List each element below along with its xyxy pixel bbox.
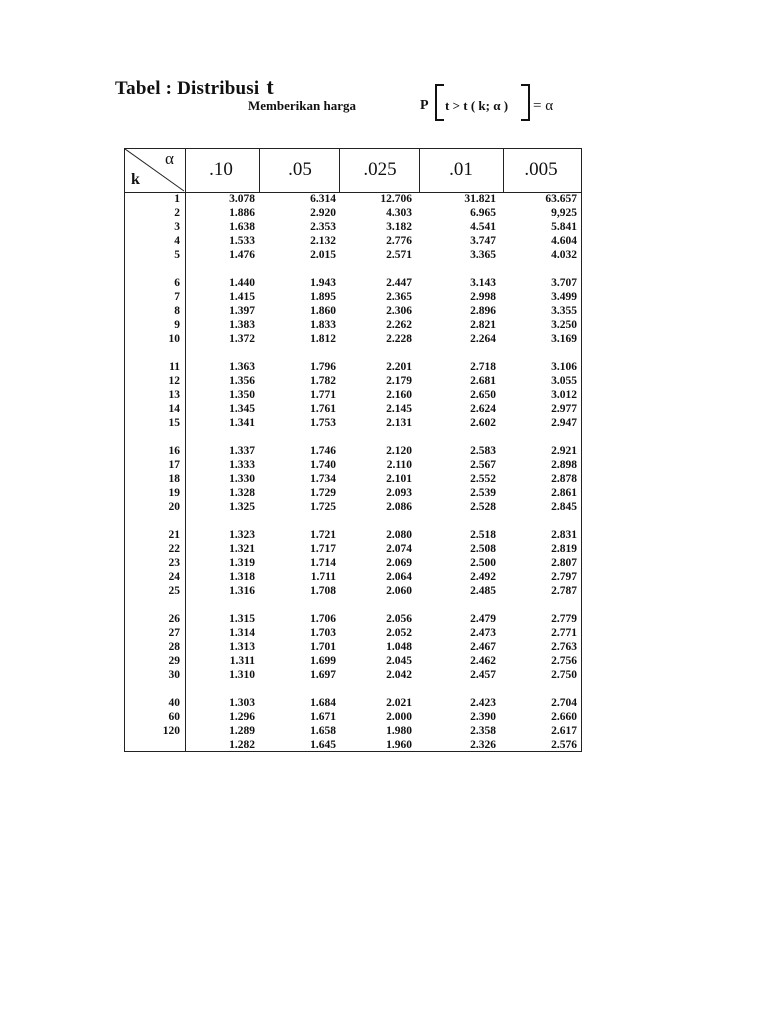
table-cell: 2.576: [551, 739, 577, 751]
table-cell: 1.311: [229, 655, 255, 667]
title-symbol: t: [266, 74, 274, 99]
table-cell: 1.440: [229, 277, 255, 289]
table-cell: 1.943: [310, 277, 336, 289]
table-cell: 1.319: [229, 557, 255, 569]
table-cell: 1.960: [386, 739, 412, 751]
table-cell: 3.747: [470, 235, 496, 247]
row-k-label: 3: [174, 221, 180, 233]
table-cell: 3.055: [551, 375, 577, 387]
table-cell: 1.289: [229, 725, 255, 737]
table-cell: 2.069: [386, 557, 412, 569]
table-cell: 1.699: [310, 655, 336, 667]
table-cell: 2.896: [470, 305, 496, 317]
row-k-label: 21: [168, 529, 180, 541]
table-cell: 2.056: [386, 613, 412, 625]
table-cell: 2.756: [551, 655, 577, 667]
table-cell: 2.650: [470, 389, 496, 401]
table-cell: 1.048: [386, 641, 412, 653]
row-k-label: 1: [174, 193, 180, 205]
table-cell: 4.303: [386, 207, 412, 219]
table-cell: 1.318: [229, 571, 255, 583]
table-cell: 2.353: [310, 221, 336, 233]
table-cell: 2.704: [551, 697, 577, 709]
row-k-label: 16: [168, 445, 180, 457]
table-cell: 31.821: [464, 193, 496, 205]
table-cell: 4.032: [551, 249, 577, 261]
row-k-label: 40: [168, 697, 180, 709]
table-cell: 1.645: [310, 739, 336, 751]
table-cell: 3.143: [470, 277, 496, 289]
table-cell: 2.485: [470, 585, 496, 597]
table-cell: 2.015: [310, 249, 336, 261]
table-cell: 2.262: [386, 319, 412, 331]
table-cell: 2.201: [386, 361, 412, 373]
table-cell: 1.782: [310, 375, 336, 387]
table-cell: 1.330: [229, 473, 255, 485]
table-cell: 2.060: [386, 585, 412, 597]
alpha-header: α: [165, 149, 174, 168]
table-cell: 1.886: [229, 207, 255, 219]
table-cell: 2.845: [551, 501, 577, 513]
table-cell: 2.977: [551, 403, 577, 415]
table-cell: 2.358: [470, 725, 496, 737]
table-cell: 3.499: [551, 291, 577, 303]
formula-inner: t > t ( k; α ): [445, 98, 509, 113]
row-k-label: 23: [168, 557, 180, 569]
table-cell: 1.895: [310, 291, 336, 303]
row-k-label: 15: [168, 417, 180, 429]
table-cell: 1.323: [229, 529, 255, 541]
table-cell: 2.473: [470, 627, 496, 639]
table-cell: 1.310: [229, 669, 255, 681]
table-cell: 2.776: [386, 235, 412, 247]
table-cell: 2.898: [551, 459, 577, 471]
table-cell: 2.132: [310, 235, 336, 247]
table-cell: 2.074: [386, 543, 412, 555]
table-cell: 1.372: [229, 333, 255, 345]
table-cell: 6.314: [310, 193, 336, 205]
table-cell: 2.064: [386, 571, 412, 583]
table-cell: 2.086: [386, 501, 412, 513]
table-cell: 2.807: [551, 557, 577, 569]
table-cell: 2.306: [386, 305, 412, 317]
table-cell: 2.528: [470, 501, 496, 513]
table-cell: 2.602: [470, 417, 496, 429]
table-cell: 2.390: [470, 711, 496, 723]
table-cell: 1.761: [310, 403, 336, 415]
table-cell: 1.701: [310, 641, 336, 653]
table-cell: 1.415: [229, 291, 255, 303]
table-cell: 2.921: [551, 445, 577, 457]
table-cell: 1.771: [310, 389, 336, 401]
table-cell: 1.717: [310, 543, 336, 555]
k-header: k: [131, 171, 140, 188]
table-cell: 2.920: [310, 207, 336, 219]
row-k-label: 19: [168, 487, 180, 499]
row-k-label: 22: [168, 543, 180, 555]
table-cell: 2.467: [470, 641, 496, 653]
row-k-label: 30: [168, 669, 180, 681]
table-cell: 2.101: [386, 473, 412, 485]
table-cell: 2.264: [470, 333, 496, 345]
table-cell: 2.539: [470, 487, 496, 499]
table-cell: 2.771: [551, 627, 577, 639]
column-header-2: .05: [288, 159, 312, 180]
table-cell: 2.750: [551, 669, 577, 681]
row-k-label: 7: [174, 291, 180, 303]
table-cell: 1.860: [310, 305, 336, 317]
table-cell: 1.345: [229, 403, 255, 415]
divider-header-2: [339, 149, 340, 192]
row-k-label: 20: [168, 501, 180, 513]
table-cell: 1.383: [229, 319, 255, 331]
table-cell: 2.326: [470, 739, 496, 751]
row-k-label: 18: [168, 473, 180, 485]
table-cell: 2.567: [470, 459, 496, 471]
table-cell: 2.160: [386, 389, 412, 401]
row-k-label: 25: [168, 585, 180, 597]
table-cell: 3.365: [470, 249, 496, 261]
table-cell: 2.457: [470, 669, 496, 681]
table-cell: 2.878: [551, 473, 577, 485]
table-cell: 2.831: [551, 529, 577, 541]
formula-p: P: [420, 98, 429, 113]
table-cell: 1.363: [229, 361, 255, 373]
subtitle: Memberikan harga: [248, 98, 356, 113]
table-cell: 2.583: [470, 445, 496, 457]
row-k-label: 11: [169, 361, 180, 373]
table-cell: 2.045: [386, 655, 412, 667]
table-cell: 3.707: [551, 277, 577, 289]
table-cell: 1.729: [310, 487, 336, 499]
table-cell: 4.604: [551, 235, 577, 247]
divider-header-4: [503, 149, 504, 192]
table-cell: 1.303: [229, 697, 255, 709]
row-k-label: 8: [174, 305, 180, 317]
row-k-label: 29: [168, 655, 180, 667]
table-cell: 2.797: [551, 571, 577, 583]
table-cell: 1.476: [229, 249, 255, 261]
table-cell: 1.833: [310, 319, 336, 331]
table-cell: 9,925: [551, 207, 577, 219]
table-cell: 12.706: [380, 193, 412, 205]
table-cell: 1.684: [310, 697, 336, 709]
table-cell: 2.500: [470, 557, 496, 569]
row-k-label: 10: [168, 333, 180, 345]
row-k-label: 9: [174, 319, 180, 331]
divider-header-1: [259, 149, 260, 192]
row-k-label: 120: [162, 725, 180, 737]
row-k-label: 17: [168, 459, 180, 471]
table-cell: 1.725: [310, 501, 336, 513]
table-cell: 2.998: [470, 291, 496, 303]
table-cell: 1.314: [229, 627, 255, 639]
divider-k: [185, 149, 186, 751]
table-cell: 2.552: [470, 473, 496, 485]
row-k-label: 24: [168, 571, 180, 583]
column-header-5: .005: [524, 159, 558, 180]
table-cell: 6.965: [470, 207, 496, 219]
table-cell: 1.706: [310, 613, 336, 625]
table-cell: 2.821: [470, 319, 496, 331]
table-cell: 2.492: [470, 571, 496, 583]
table-cell: 1.697: [310, 669, 336, 681]
table-cell: 1.313: [229, 641, 255, 653]
table-cell: 3.250: [551, 319, 577, 331]
table-cell: 1.315: [229, 613, 255, 625]
table-cell: 2.447: [386, 277, 412, 289]
table-cell: 3.182: [386, 221, 412, 233]
t-distribution-table: [124, 148, 582, 752]
right-bracket: [521, 84, 530, 121]
table-cell: 1.708: [310, 585, 336, 597]
left-bracket: [435, 84, 444, 121]
table-cell: 1.711: [310, 571, 336, 583]
table-cell: 2.021: [386, 697, 412, 709]
table-cell: 1.740: [310, 459, 336, 471]
table-cell: 2.861: [551, 487, 577, 499]
table-cell: 1.321: [229, 543, 255, 555]
row-k-label: 4: [174, 235, 180, 247]
row-k-label: 26: [168, 613, 180, 625]
row-k-label: 60: [168, 711, 180, 723]
table-cell: 2.423: [470, 697, 496, 709]
table-cell: 2.131: [386, 417, 412, 429]
table-cell: 1.333: [229, 459, 255, 471]
column-header-4: .01: [449, 159, 473, 180]
table-cell: 1.714: [310, 557, 336, 569]
table-cell: 1.325: [229, 501, 255, 513]
table-cell: 1.316: [229, 585, 255, 597]
table-cell: 3.012: [551, 389, 577, 401]
table-cell: 1.753: [310, 417, 336, 429]
table-cell: 1.337: [229, 445, 255, 457]
table-cell: 2.819: [551, 543, 577, 555]
table-cell: 1.746: [310, 445, 336, 457]
title-text: Tabel : Distribusi: [115, 78, 260, 99]
column-header-1: .10: [209, 159, 233, 180]
table-cell: 1.356: [229, 375, 255, 387]
table-cell: 2.787: [551, 585, 577, 597]
row-k-label: 6: [174, 277, 180, 289]
table-cell: 2.617: [551, 725, 577, 737]
table-cell: 1.328: [229, 487, 255, 499]
table-cell: 2.681: [470, 375, 496, 387]
table-cell: 2.571: [386, 249, 412, 261]
table-cell: 2.110: [386, 459, 412, 471]
row-k-label: 14: [168, 403, 180, 415]
table-cell: 1.638: [229, 221, 255, 233]
row-k-label: 27: [168, 627, 180, 639]
table-cell: 4.541: [470, 221, 496, 233]
row-k-label: 28: [168, 641, 180, 653]
table-cell: 2.052: [386, 627, 412, 639]
table-cell: 2.462: [470, 655, 496, 667]
table-cell: 1.397: [229, 305, 255, 317]
table-cell: 2.000: [386, 711, 412, 723]
table-cell: 1.282: [229, 739, 255, 751]
table-cell: 2.518: [470, 529, 496, 541]
table-cell: 1.341: [229, 417, 255, 429]
table-cell: 1.796: [310, 361, 336, 373]
table-cell: 3.078: [229, 193, 255, 205]
table-cell: 2.365: [386, 291, 412, 303]
table-cell: 2.080: [386, 529, 412, 541]
table-cell: 2.228: [386, 333, 412, 345]
table-cell: 2.479: [470, 613, 496, 625]
divider-header-3: [419, 149, 420, 192]
table-cell: 1.703: [310, 627, 336, 639]
page-title: [115, 74, 274, 100]
table-cell: 1.533: [229, 235, 255, 247]
table-cell: 2.660: [551, 711, 577, 723]
column-header-3: .025: [363, 159, 397, 180]
table-cell: 1.812: [310, 333, 336, 345]
table-cell: 2.508: [470, 543, 496, 555]
table-cell: 1.721: [310, 529, 336, 541]
formula-equals: = α: [533, 98, 554, 114]
table-cell: 1.296: [229, 711, 255, 723]
table-cell: 2.120: [386, 445, 412, 457]
table-cell: 2.779: [551, 613, 577, 625]
row-k-label: 12: [168, 375, 180, 387]
table-cell: 2.718: [470, 361, 496, 373]
table-cell: 1.671: [310, 711, 336, 723]
table-cell: 2.947: [551, 417, 577, 429]
table-cell: 1.350: [229, 389, 255, 401]
table-cell: 2.624: [470, 403, 496, 415]
table-cell: 2.179: [386, 375, 412, 387]
table-cell: 1.658: [310, 725, 336, 737]
table-cell: 2.093: [386, 487, 412, 499]
table-cell: 2.145: [386, 403, 412, 415]
row-k-label: 13: [168, 389, 180, 401]
table-cell: 5.841: [551, 221, 577, 233]
table-cell: 3.169: [551, 333, 577, 345]
table-cell: 2.763: [551, 641, 577, 653]
table-cell: 63.657: [545, 193, 577, 205]
row-k-label: 5: [174, 249, 180, 261]
table-cell: 3.355: [551, 305, 577, 317]
table-cell: 1.734: [310, 473, 336, 485]
table-cell: 2.042: [386, 669, 412, 681]
table-cell: 3.106: [551, 361, 577, 373]
row-k-label: 2: [174, 207, 180, 219]
table-cell: 1.980: [386, 725, 412, 737]
